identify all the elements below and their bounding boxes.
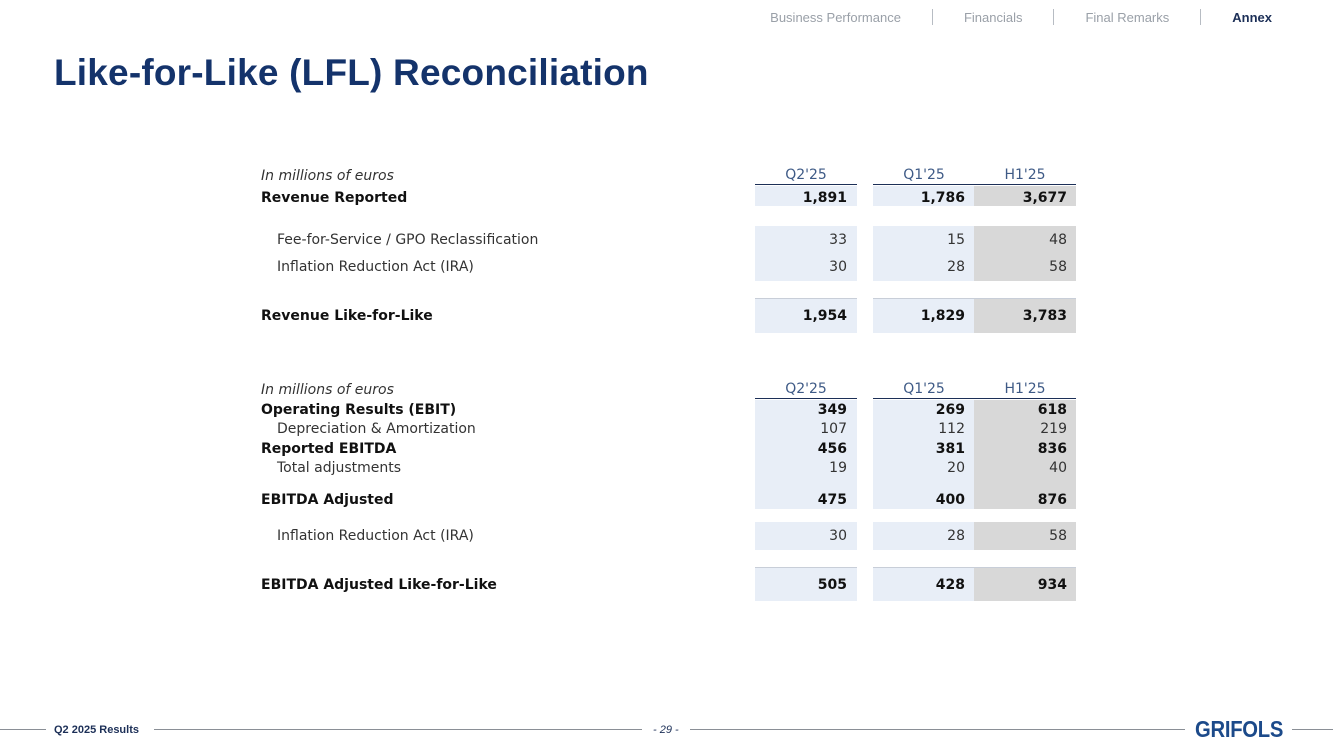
unit-label: In millions of euros [261, 382, 394, 398]
table-row [261, 490, 1075, 510]
cell-value: 19 [829, 460, 847, 476]
cell-value: 269 [935, 402, 965, 418]
cell-value: 28 [947, 259, 965, 275]
cell-value: 428 [935, 577, 965, 593]
cell-value: 475 [817, 492, 847, 508]
header-underline [873, 398, 1076, 399]
table-row [261, 439, 1075, 459]
cell-value: 219 [1040, 421, 1067, 437]
column-header-h1: H1'25 [1004, 167, 1046, 183]
footer-rule [0, 729, 46, 730]
grifols-logo: GRIFOLS [1195, 716, 1284, 742]
row-label: Reported EBITDA [261, 441, 397, 457]
table-row [261, 458, 1075, 478]
row-label: Inflation Reduction Act (IRA) [277, 259, 474, 275]
cell-value: 3,783 [1022, 308, 1067, 324]
table-row [261, 188, 1075, 208]
row-label: Revenue Like-for-Like [261, 308, 433, 324]
page-number: - 29 - [653, 724, 679, 736]
cell-value: 48 [1049, 232, 1067, 248]
row-label: Inflation Reduction Act (IRA) [277, 528, 474, 544]
cell-value: 1,829 [920, 308, 965, 324]
cell-value: 3,677 [1022, 190, 1067, 206]
row-label: Depreciation & Amortization [277, 421, 476, 437]
table-header [261, 380, 1075, 400]
cell-value: 1,954 [802, 308, 847, 324]
column-header-q1: Q1'25 [903, 167, 945, 183]
table-row [261, 306, 1075, 326]
table-header [261, 166, 1075, 186]
header-underline [755, 184, 857, 185]
cell-value: 20 [947, 460, 965, 476]
section-nav [770, 9, 1272, 25]
cell-value: 400 [935, 492, 965, 508]
table-row [261, 419, 1075, 439]
nav-financials[interactable]: Financials [963, 9, 1023, 25]
column-header-h1: H1'25 [1004, 381, 1046, 397]
cell-value: 15 [947, 232, 965, 248]
total-rule [873, 567, 1076, 568]
nav-annex[interactable]: Annex [1232, 9, 1272, 25]
nav-business-performance[interactable]: Business Performance [770, 9, 901, 25]
unit-label: In millions of euros [261, 168, 394, 184]
row-label: Fee-for-Service / GPO Reclassification [277, 232, 539, 248]
footer-rule [1292, 729, 1333, 730]
cell-value: 30 [829, 528, 847, 544]
table-row [261, 257, 1075, 277]
cell-value: 40 [1049, 460, 1067, 476]
row-label: Operating Results (EBIT) [261, 402, 457, 418]
cell-value: 618 [1037, 402, 1067, 418]
table-row [261, 230, 1075, 250]
cell-value: 456 [817, 441, 847, 457]
column-header-q2: Q2'25 [785, 167, 827, 183]
cell-value: 876 [1037, 492, 1067, 508]
table-row [261, 575, 1075, 595]
header-underline [873, 184, 1076, 185]
table-row [261, 526, 1075, 546]
footer-rule [690, 729, 1185, 730]
row-label: EBITDA Adjusted Like-for-Like [261, 577, 497, 593]
cell-value: 1,786 [920, 190, 965, 206]
cell-value: 836 [1037, 441, 1067, 457]
cell-value: 30 [829, 259, 847, 275]
cell-value: 58 [1049, 259, 1067, 275]
row-label: Total adjustments [277, 460, 402, 476]
cell-value: 934 [1037, 577, 1067, 593]
cell-value: 112 [938, 421, 965, 437]
column-header-q1: Q1'25 [903, 381, 945, 397]
total-rule [873, 298, 1076, 299]
page-title: Like-for-Like (LFL) Reconciliation [54, 52, 649, 93]
row-label: EBITDA Adjusted [261, 492, 394, 508]
column-header-q2: Q2'25 [785, 381, 827, 397]
cell-value: 33 [829, 232, 847, 248]
total-rule [755, 567, 857, 568]
nav-final-remarks[interactable]: Final Remarks [1085, 9, 1170, 25]
cell-value: 349 [817, 402, 847, 418]
table-row [261, 400, 1075, 420]
cell-value: 28 [947, 528, 965, 544]
cell-value: 505 [817, 577, 847, 593]
cell-value: 58 [1049, 528, 1067, 544]
footer-title: Q2 2025 Results [54, 724, 139, 736]
row-label: Revenue Reported [261, 190, 408, 206]
cell-value: 107 [820, 421, 847, 437]
cell-value: 381 [935, 441, 965, 457]
header-underline [755, 398, 857, 399]
cell-value: 1,891 [802, 190, 847, 206]
footer-rule [154, 729, 642, 730]
total-rule [755, 298, 857, 299]
